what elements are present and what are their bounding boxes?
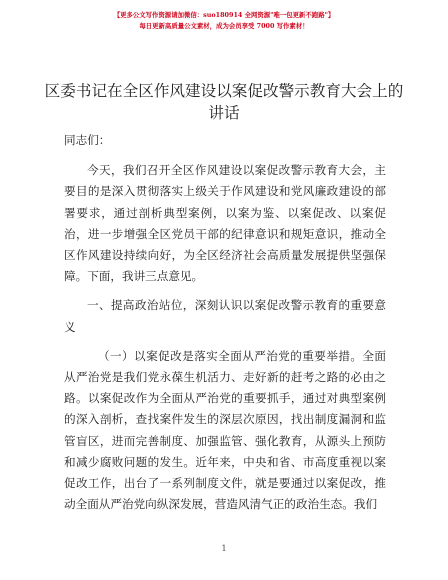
- promo-banner-line-1: 【更多公文写作资源请加微信：suo180914 全网资源"唯一包更新不跑路"】: [113, 11, 335, 19]
- document-body: [64, 130, 386, 515]
- salutation: 同志们：: [64, 133, 111, 147]
- section-heading: 一、提高政治站位，深刻认识以案促改警示教育的重要意义: [64, 298, 386, 334]
- body-paragraph: （一）以案促改是落实全面从严治党的重要举措。全面从严治党是我们党永葆生机活力、走好新的赶考之路的必由之路。以案促改作为全面从严治党的重要抓手，通过对典型案例的深入剖析，查找案件发生的深层次原因，找出制度漏洞和监管盲区，进而完善制度、加强监管、强化教育，从源头上预防和减少腐败问题的发生。近年来，中央和省、市高度重视以案促改工作，出台了一系列制度文件，就是要通过以案促改，推动全面从严治党向纵深发展，营造风清气正的政治生态。我们: [64, 348, 386, 512]
- document-title: 区委书记在全区作风建设以案促改警示教育大会上的讲话: [44, 82, 404, 122]
- page-number: 1: [221, 544, 227, 553]
- promo-banner-line-2: 每日更新高质量公文素材，成为会员享受 7000 写作素材！: [139, 22, 309, 30]
- opening-paragraph: 今天，我们召开全区作风建设以案促改警示教育大会，主要目的是深入贯彻落实上级关于作风建设和党风廉政建设的部署要求，通过剖析典型案例，以案为鉴、以案促改、以案促治，进一步增强全区党员干部的纪律意识和规矩意识，推动全区作风建设持续向好，为全区经济社会高质量发展提供坚强保障。下面，我讲三点意见。: [64, 163, 386, 284]
